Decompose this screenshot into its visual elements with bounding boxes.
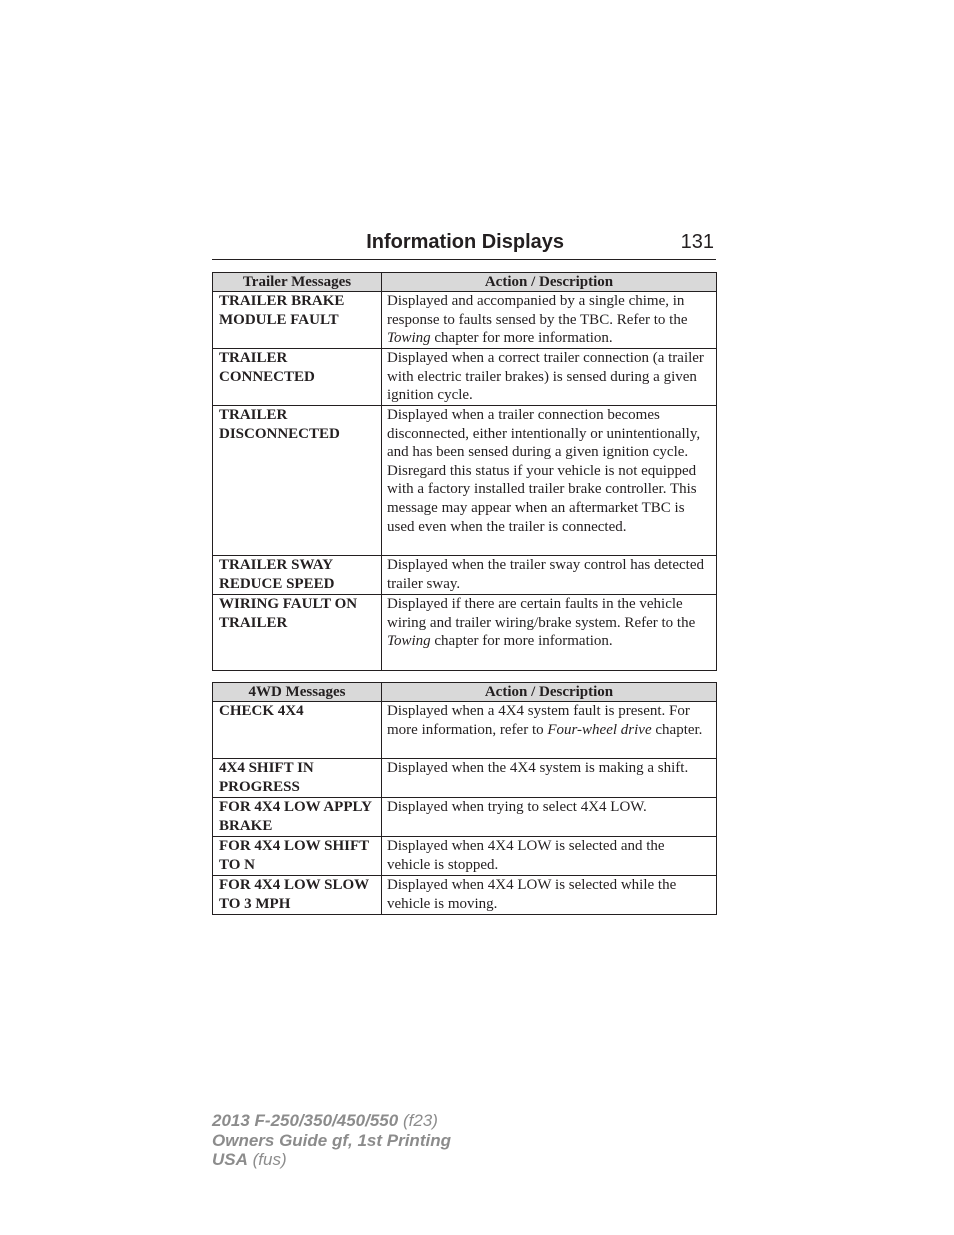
- message-name: TRAILER SWAY REDUCE SPEED: [213, 556, 382, 595]
- table-row: [213, 406, 717, 556]
- table-row: [213, 349, 717, 406]
- message-name: FOR 4X4 LOW SHIFT TO N: [213, 837, 382, 876]
- page-footer: [212, 1111, 451, 1170]
- footer-model-line: 2013 F-250/350/450/550 (f23): [212, 1111, 438, 1130]
- table-row: [213, 837, 717, 876]
- table-row: [213, 759, 717, 798]
- trailer-messages-table: [212, 272, 717, 671]
- message-name: TRAILER DISCONNECTED: [213, 406, 382, 556]
- message-description: Displayed when trying to select 4X4 LOW.: [382, 798, 717, 837]
- message-description: Displayed when the 4X4 system is making a shift.: [382, 759, 717, 798]
- footer-printing-line: Owners Guide gf, 1st Printing: [212, 1130, 451, 1150]
- message-name: FOR 4X4 LOW SLOW TO 3 MPH: [213, 876, 382, 915]
- table-header-row: [213, 683, 717, 702]
- section-title: Information Displays: [366, 231, 564, 253]
- column-header: Action / Description: [382, 683, 717, 702]
- page-number: 131: [680, 231, 714, 253]
- table-row: [213, 556, 717, 595]
- message-description: Displayed when a trailer connection becomes disconnected, either intentionally or unintentionally, and has been sensed during a given ignition cycle. Disregard this status if your vehicle is not equipped with a factory installed trailer brake controller. This message may appear when an aftermarket TBC is used even when the trailer is connected.: [382, 406, 717, 556]
- table-header-row: [213, 273, 717, 292]
- table-row: [213, 798, 717, 837]
- table-row: [213, 292, 717, 349]
- message-name: 4X4 SHIFT IN PROGRESS: [213, 759, 382, 798]
- 4wd-messages-table: [212, 682, 717, 915]
- page-header: [212, 229, 716, 260]
- message-name: WIRING FAULT ON TRAILER: [213, 595, 382, 671]
- table-row: [213, 702, 717, 759]
- chapter-reference: Towing: [387, 330, 431, 347]
- column-header: 4WD Messages: [213, 683, 382, 702]
- message-name: FOR 4X4 LOW APPLY BRAKE: [213, 798, 382, 837]
- message-description: Displayed when 4X4 LOW is selected while the vehicle is moving.: [382, 876, 717, 915]
- message-description: Displayed if there are certain faults in the vehicle wiring and trailer wiring/brake system. Refer to the Towing chapter for more information.: [382, 595, 717, 671]
- message-description: Displayed and accompanied by a single chime, in response to faults sensed by the TBC. Refer to the Towing chapter for more information.: [382, 292, 717, 349]
- chapter-reference: Four-wheel drive: [547, 721, 652, 738]
- message-name: TRAILER CONNECTED: [213, 349, 382, 406]
- message-name: CHECK 4X4: [213, 702, 382, 759]
- chapter-reference: Towing: [387, 633, 431, 650]
- message-description: Displayed when a correct trailer connection (a trailer with electric trailer brakes) is sensed during a given ignition cycle.: [382, 349, 717, 406]
- column-header: Action / Description: [382, 273, 717, 292]
- table-row: [213, 876, 717, 915]
- column-header: Trailer Messages: [213, 273, 382, 292]
- message-description: Displayed when the trailer sway control has detected trailer sway.: [382, 556, 717, 595]
- message-description: Displayed when 4X4 LOW is selected and the vehicle is stopped.: [382, 837, 717, 876]
- table-row: [213, 595, 717, 671]
- footer-region-line: USA (fus): [212, 1150, 287, 1169]
- message-description: Displayed when a 4X4 system fault is present. For more information, refer to Four-wheel drive chapter.: [382, 702, 717, 759]
- message-name: TRAILER BRAKE MODULE FAULT: [213, 292, 382, 349]
